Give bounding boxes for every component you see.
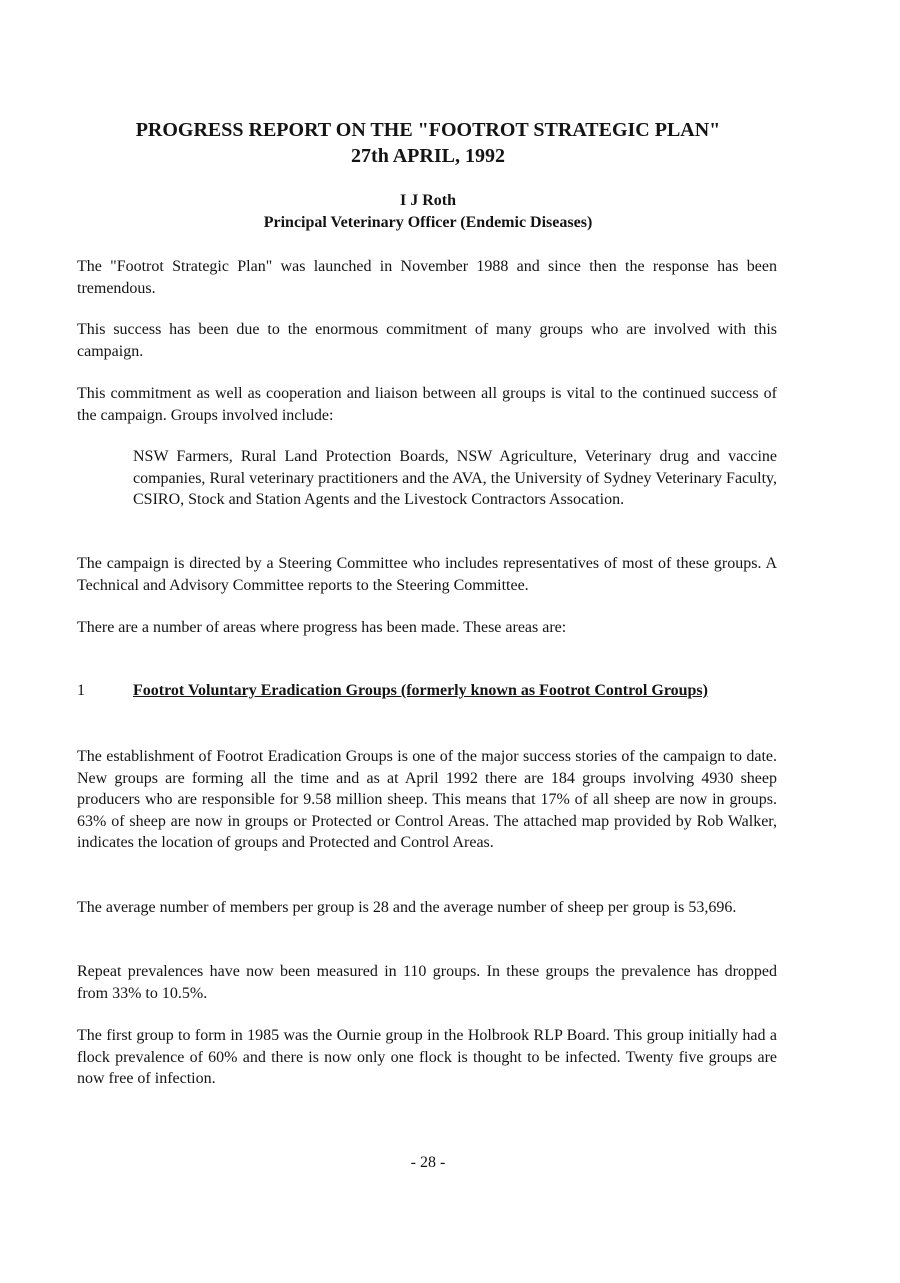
author-position: Principal Veterinary Officer (Endemic Diseases) [263,214,593,231]
section-paragraph: The first group to form in 1985 was the Ournie group in the Holbrook RLP Board. This group initially had a flock prevalence of 60% and there is now only one flock is thought to be infected. Twenty five groups are now free of infection. [77,1027,777,1087]
intro-paragraph: There are a number of areas where progress has been made. These areas are: [77,619,567,636]
section-paragraph: Repeat prevalences have now been measured in 110 groups. In these groups the prevalence has dropped from 33% to 10.5%. [77,963,777,1002]
section-heading: Footrot Voluntary Eradication Groups (formerly known as Footrot Control Groups) [133,682,708,699]
report-title: PROGRESS REPORT ON THE "FOOTROT STRATEGIC PLAN" [135,119,721,141]
intro-paragraph: The campaign is directed by a Steering Committee who includes representatives of most of these groups. A Technical and Advisory Committee reports to the Steering Committee. [77,555,777,594]
author-name: I J Roth [399,192,456,209]
page-number: - 28 - [410,1154,446,1171]
intro-paragraph: This success has been due to the enormous commitment of many groups who are involved with this campaign. [77,321,777,360]
section-paragraph: The average number of members per group is 28 and the average number of sheep per group is 53,696. [77,899,737,916]
section-paragraph: The establishment of Footrot Eradication Groups is one of the major success stories of the campaign to date. New groups are forming all the time and as at April 1992 there are 184 groups involving 4930 sheep producers who are responsible for 9.58 million sheep. This means that 17% of all sheep are now in groups. 63% of sheep are now in groups or Protected or Control Areas. The attached map provided by Rob Walker, indicates the location of groups and Protected and Control Areas. [77,748,777,851]
intro-paragraph: This commitment as well as cooperation and liaison between all groups is vital to the continued success of the campaign. Groups involved include: [77,385,777,424]
section-number: 1 [77,682,85,699]
intro-paragraph: The "Footrot Strategic Plan" was launched in November 1988 and since then the response has been tremendous. [77,258,777,297]
report-date: 27th APRIL, 1992 [351,145,505,167]
groups-list-paragraph: NSW Farmers, Rural Land Protection Boards, NSW Agriculture, Veterinary drug and vaccine companies, Rural veterinary practitioners and the AVA, the University of Sydney Veterinary Faculty, CSIRO, Stock and Station Agents and the Livestock Contractors Assocation. [133,448,777,508]
